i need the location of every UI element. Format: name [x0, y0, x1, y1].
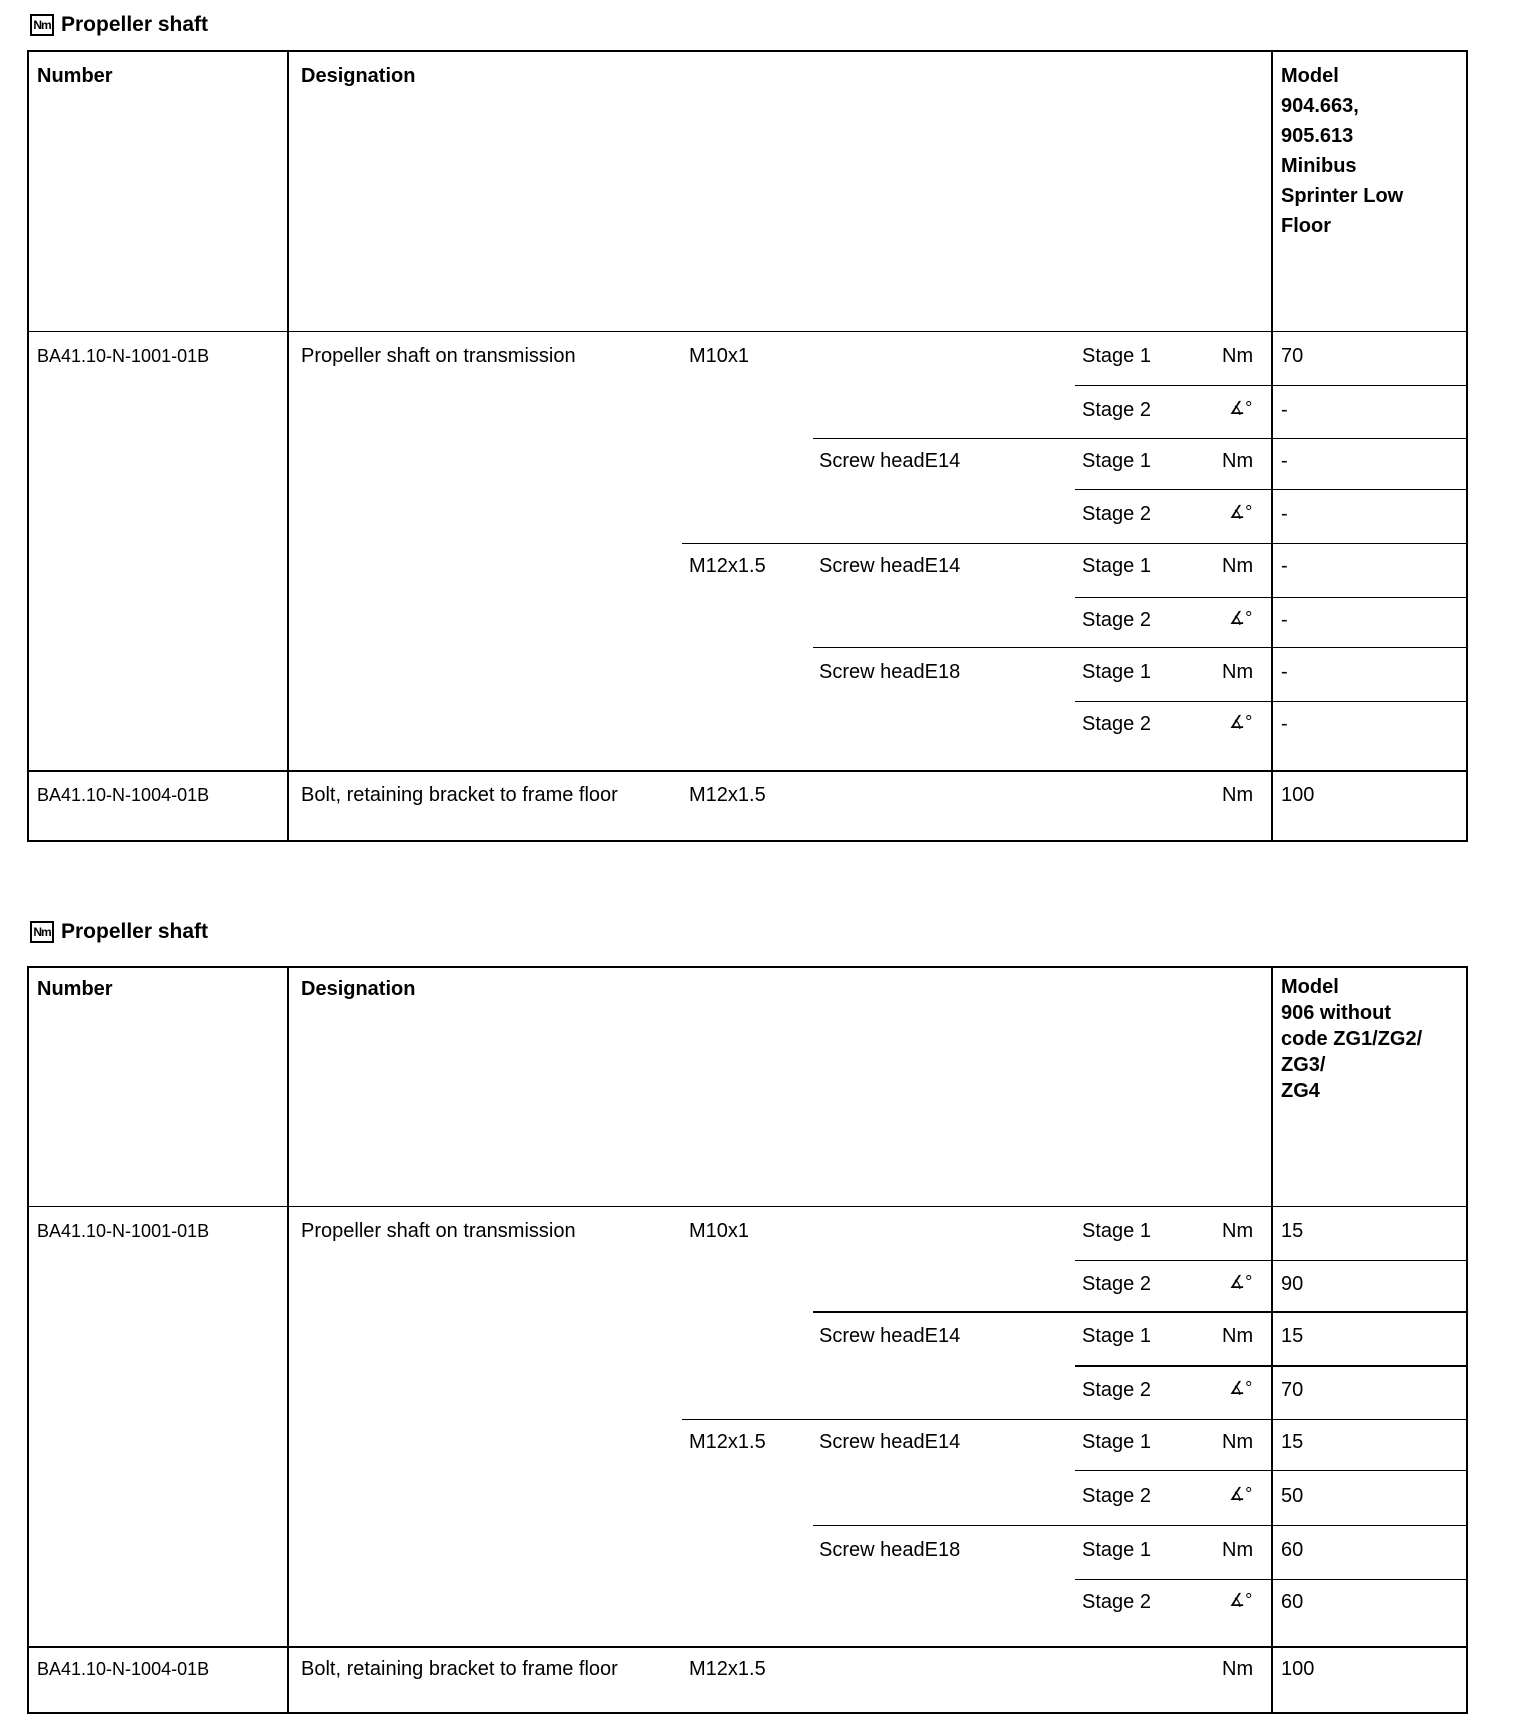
cell-value: 60: [1281, 1539, 1304, 1561]
cell-thread: M12x1.5: [689, 555, 766, 577]
cell-head: Screw headE18: [819, 661, 961, 683]
angle-icon: ∡°: [1229, 398, 1253, 418]
cell-number: BA41.10-N-1004-01B: [37, 785, 210, 805]
angle-icon: ∡°: [1229, 1272, 1253, 1292]
cell-stage: Stage 2: [1082, 1591, 1151, 1613]
cell-stage: Stage 2: [1082, 399, 1151, 421]
cell-unit: Nm: [1222, 661, 1254, 683]
cell-value: -: [1281, 450, 1288, 472]
cell-thread: M10x1: [689, 1220, 750, 1242]
torque-nm-icon: Nm: [30, 921, 54, 943]
cell-unit: Nm: [1222, 345, 1254, 367]
cell-number: BA41.10-N-1001-01B: [37, 1221, 210, 1241]
torque-table: [27, 966, 1468, 1714]
cell-stage: Stage 1: [1082, 555, 1151, 577]
cell-value: -: [1281, 503, 1288, 525]
torque-table: [27, 50, 1468, 842]
cell-value: 100: [1281, 784, 1315, 806]
cell-value: 70: [1281, 345, 1304, 367]
cell-designation: Propeller shaft on transmission: [301, 345, 576, 367]
column-header-model: Model 906 without code ZG1/ZG2/ ZG3/ ZG4: [1281, 976, 1423, 1102]
cell-stage: Stage 1: [1082, 450, 1151, 472]
cell-designation: Bolt, retaining bracket to frame floor: [301, 784, 618, 806]
cell-value: 15: [1281, 1325, 1304, 1347]
cell-head: Screw headE18: [819, 1539, 961, 1561]
cell-unit: Nm: [1222, 555, 1254, 577]
cell-head: Screw headE14: [819, 450, 961, 472]
cell-unit: Nm: [1222, 784, 1254, 806]
cell-number: BA41.10-N-1004-01B: [37, 1659, 210, 1679]
cell-designation: Bolt, retaining bracket to frame floor: [301, 1658, 618, 1680]
cell-stage: Stage 1: [1082, 1431, 1151, 1453]
angle-icon: ∡°: [1229, 712, 1253, 732]
column-header-model: Model 904.663, 905.613 Minibus Sprinter Low Floor: [1281, 65, 1404, 237]
cell-head: Screw headE14: [819, 1325, 961, 1347]
cell-unit: Nm: [1222, 1325, 1254, 1347]
cell-value: 90: [1281, 1273, 1304, 1295]
cell-value: 15: [1281, 1220, 1304, 1242]
column-header-number: Number: [37, 65, 113, 87]
cell-unit: Nm: [1222, 450, 1254, 472]
angle-icon: ∡°: [1229, 1484, 1253, 1504]
cell-unit: Nm: [1222, 1539, 1254, 1561]
angle-icon: ∡°: [1229, 502, 1253, 522]
cell-stage: Stage 1: [1082, 1539, 1151, 1561]
cell-value: 60: [1281, 1591, 1304, 1613]
cell-stage: Stage 2: [1082, 1273, 1151, 1295]
cell-value: -: [1281, 609, 1288, 631]
section-title-text: Propeller shaft: [61, 920, 209, 943]
cell-value: -: [1281, 661, 1288, 683]
cell-number: BA41.10-N-1001-01B: [37, 346, 210, 366]
column-header-designation: Designation: [301, 65, 416, 87]
section-title-text: Propeller shaft: [61, 13, 209, 36]
cell-value: 100: [1281, 1658, 1315, 1680]
cell-stage: Stage 2: [1082, 1485, 1151, 1507]
cell-stage: Stage 1: [1082, 1325, 1151, 1347]
cell-stage: Stage 2: [1082, 609, 1151, 631]
angle-icon: ∡°: [1229, 608, 1253, 628]
cell-thread: M10x1: [689, 345, 750, 367]
angle-icon: ∡°: [1229, 1590, 1253, 1610]
angle-icon: ∡°: [1229, 1378, 1253, 1398]
cell-value: 15: [1281, 1431, 1304, 1453]
cell-stage: Stage 1: [1082, 1220, 1151, 1242]
cell-thread: M12x1.5: [689, 1431, 766, 1453]
column-header-number: Number: [37, 978, 113, 1000]
cell-head: Screw headE14: [819, 1431, 961, 1453]
cell-thread: M12x1.5: [689, 784, 766, 806]
cell-thread: M12x1.5: [689, 1658, 766, 1680]
cell-unit: Nm: [1222, 1220, 1254, 1242]
section-title: [30, 10, 208, 40]
cell-value: -: [1281, 399, 1288, 421]
cell-value: 70: [1281, 1379, 1304, 1401]
cell-value: -: [1281, 555, 1288, 577]
cell-head: Screw headE14: [819, 555, 961, 577]
section-title: [30, 917, 208, 947]
cell-stage: Stage 1: [1082, 661, 1151, 683]
cell-stage: Stage 2: [1082, 713, 1151, 735]
cell-stage: Stage 1: [1082, 345, 1151, 367]
column-header-designation: Designation: [301, 978, 416, 1000]
cell-unit: Nm: [1222, 1658, 1254, 1680]
cell-stage: Stage 2: [1082, 503, 1151, 525]
cell-stage: Stage 2: [1082, 1379, 1151, 1401]
cell-unit: Nm: [1222, 1431, 1254, 1453]
cell-value: -: [1281, 713, 1288, 735]
torque-nm-icon: Nm: [30, 14, 54, 36]
cell-designation: Propeller shaft on transmission: [301, 1220, 576, 1242]
cell-value: 50: [1281, 1485, 1304, 1507]
